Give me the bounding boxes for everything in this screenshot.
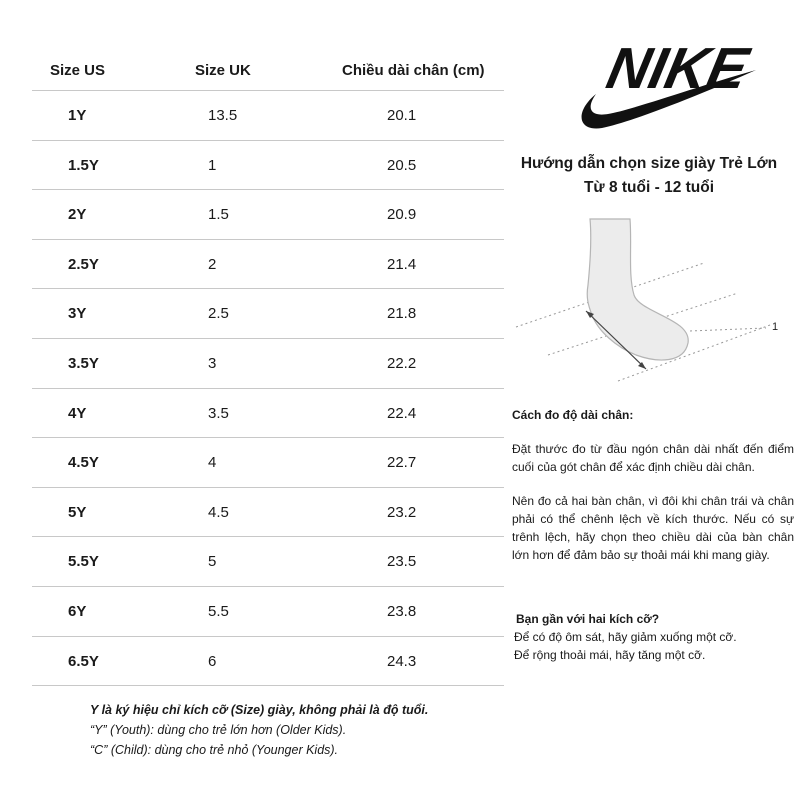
- header-size-uk: Size UK: [195, 62, 251, 79]
- size-uk-cell: 13.5: [208, 107, 238, 124]
- size-us-cell: 3Y: [68, 305, 87, 323]
- size-uk-cell: 5.5: [208, 602, 229, 620]
- foot-length-cell: 24.3: [387, 652, 417, 670]
- table-row: [32, 189, 504, 239]
- diagram-label: 1: [772, 321, 779, 333]
- how-to-heading: Cách đo độ dài chân:: [512, 408, 634, 422]
- guide-title-line2: Từ 8 tuổi - 12 tuổi: [583, 179, 715, 196]
- note-child: “C” (Child): dùng cho trẻ nhỏ (Younger Kids).: [90, 743, 339, 757]
- size-us-cell: 2Y: [68, 206, 87, 224]
- table-row: [32, 239, 504, 289]
- foot-length-cell: 20.5: [387, 156, 417, 174]
- table-row: [32, 338, 504, 388]
- nike-logo: [572, 32, 760, 132]
- how-to-paragraph-1: Đặt thước đo từ đầu ngón chân dài nhất đến điểm cuối của gót chân để xác định chiều dài chân.: [512, 442, 794, 474]
- size-uk-cell: 4.5: [208, 503, 229, 521]
- size-uk-cell: 6: [208, 652, 217, 670]
- guide-title: [498, 152, 800, 200]
- size-us-cell: 1Y: [68, 107, 87, 124]
- table-row: [32, 487, 504, 537]
- fit-heading: Bạn gần với hai kích cỡ?: [516, 612, 660, 626]
- size-us-cell: 6Y: [68, 602, 87, 620]
- foot-length-cell: 23.8: [387, 602, 417, 620]
- fit-tighter: Để có độ ôm sát, hãy giảm xuống một cỡ.: [514, 630, 737, 644]
- table-row: [32, 586, 504, 636]
- size-us-cell: 4.5Y: [68, 454, 99, 472]
- size-us-cell: 4Y: [68, 404, 87, 422]
- table-row: [32, 536, 504, 586]
- foot-length-cell: 20.1: [387, 107, 417, 124]
- header-foot-length: Chiều dài chân (cm): [342, 62, 485, 79]
- foot-length-cell: 21.4: [387, 255, 417, 273]
- size-table: [32, 50, 504, 686]
- table-header: [32, 50, 504, 90]
- between-sizes-tip: [514, 610, 794, 664]
- foot-length-cell: 21.8: [387, 305, 417, 323]
- fit-looser: Để rộng thoải mái, hãy tăng một cỡ.: [514, 648, 706, 662]
- foot-length-cell: 20.9: [387, 206, 417, 224]
- table-row: [32, 140, 504, 190]
- size-us-cell: 5.5Y: [68, 553, 99, 571]
- nike-wordmark: NIKE: [601, 36, 754, 101]
- table-row: [32, 636, 504, 687]
- size-us-cell: 2.5Y: [68, 255, 99, 273]
- guide-title-line1: Hướng dẫn chọn size giày Trẻ Lớn: [520, 155, 778, 172]
- table-row: [32, 90, 504, 140]
- size-uk-cell: 2.5: [208, 305, 229, 323]
- size-uk-cell: 2: [208, 255, 217, 273]
- size-us-cell: 5Y: [68, 503, 87, 521]
- table-row: [32, 288, 504, 338]
- foot-length-cell: 23.5: [387, 553, 417, 571]
- foot-length-cell: 22.7: [387, 454, 417, 472]
- how-to-measure: [512, 406, 794, 580]
- sock-foot-icon: [587, 219, 688, 360]
- table-body: [32, 90, 504, 686]
- table-row: [32, 437, 504, 487]
- size-notes: [90, 700, 428, 760]
- size-uk-cell: 3.5: [208, 404, 229, 422]
- size-uk-cell: 1.5: [208, 206, 229, 224]
- size-us-cell: 1.5Y: [68, 156, 99, 174]
- size-uk-cell: 5: [208, 553, 217, 571]
- header-size-us: Size US: [50, 62, 106, 79]
- note-youth: “Y” (Youth): dùng cho trẻ lớn hơn (Older Kids).: [90, 723, 347, 737]
- size-uk-cell: 3: [208, 354, 217, 372]
- size-us-cell: 6.5Y: [68, 652, 99, 670]
- foot-length-cell: 22.4: [387, 404, 417, 422]
- size-uk-cell: 4: [208, 454, 217, 472]
- how-to-paragraph-2: Nên đo cả hai bàn chân, vì đôi khi chân trái và chân phải có thể chênh lệch về kích thước. Nếu có sự trênh lệch, hãy chọn theo chiều dài của bàn chân lớn hơn để đảm bảo sự thoải mái khi mang giày.: [512, 494, 794, 562]
- size-us-cell: 3.5Y: [68, 354, 99, 372]
- table-row: [32, 388, 504, 438]
- note-y-meaning: Y là ký hiệu chỉ kích cỡ (Size) giày, không phải là độ tuổi.: [90, 703, 429, 717]
- size-uk-cell: 1: [208, 156, 217, 174]
- foot-length-cell: 23.2: [387, 503, 417, 521]
- foot-measure-diagram: [508, 215, 788, 390]
- foot-length-cell: 22.2: [387, 354, 417, 372]
